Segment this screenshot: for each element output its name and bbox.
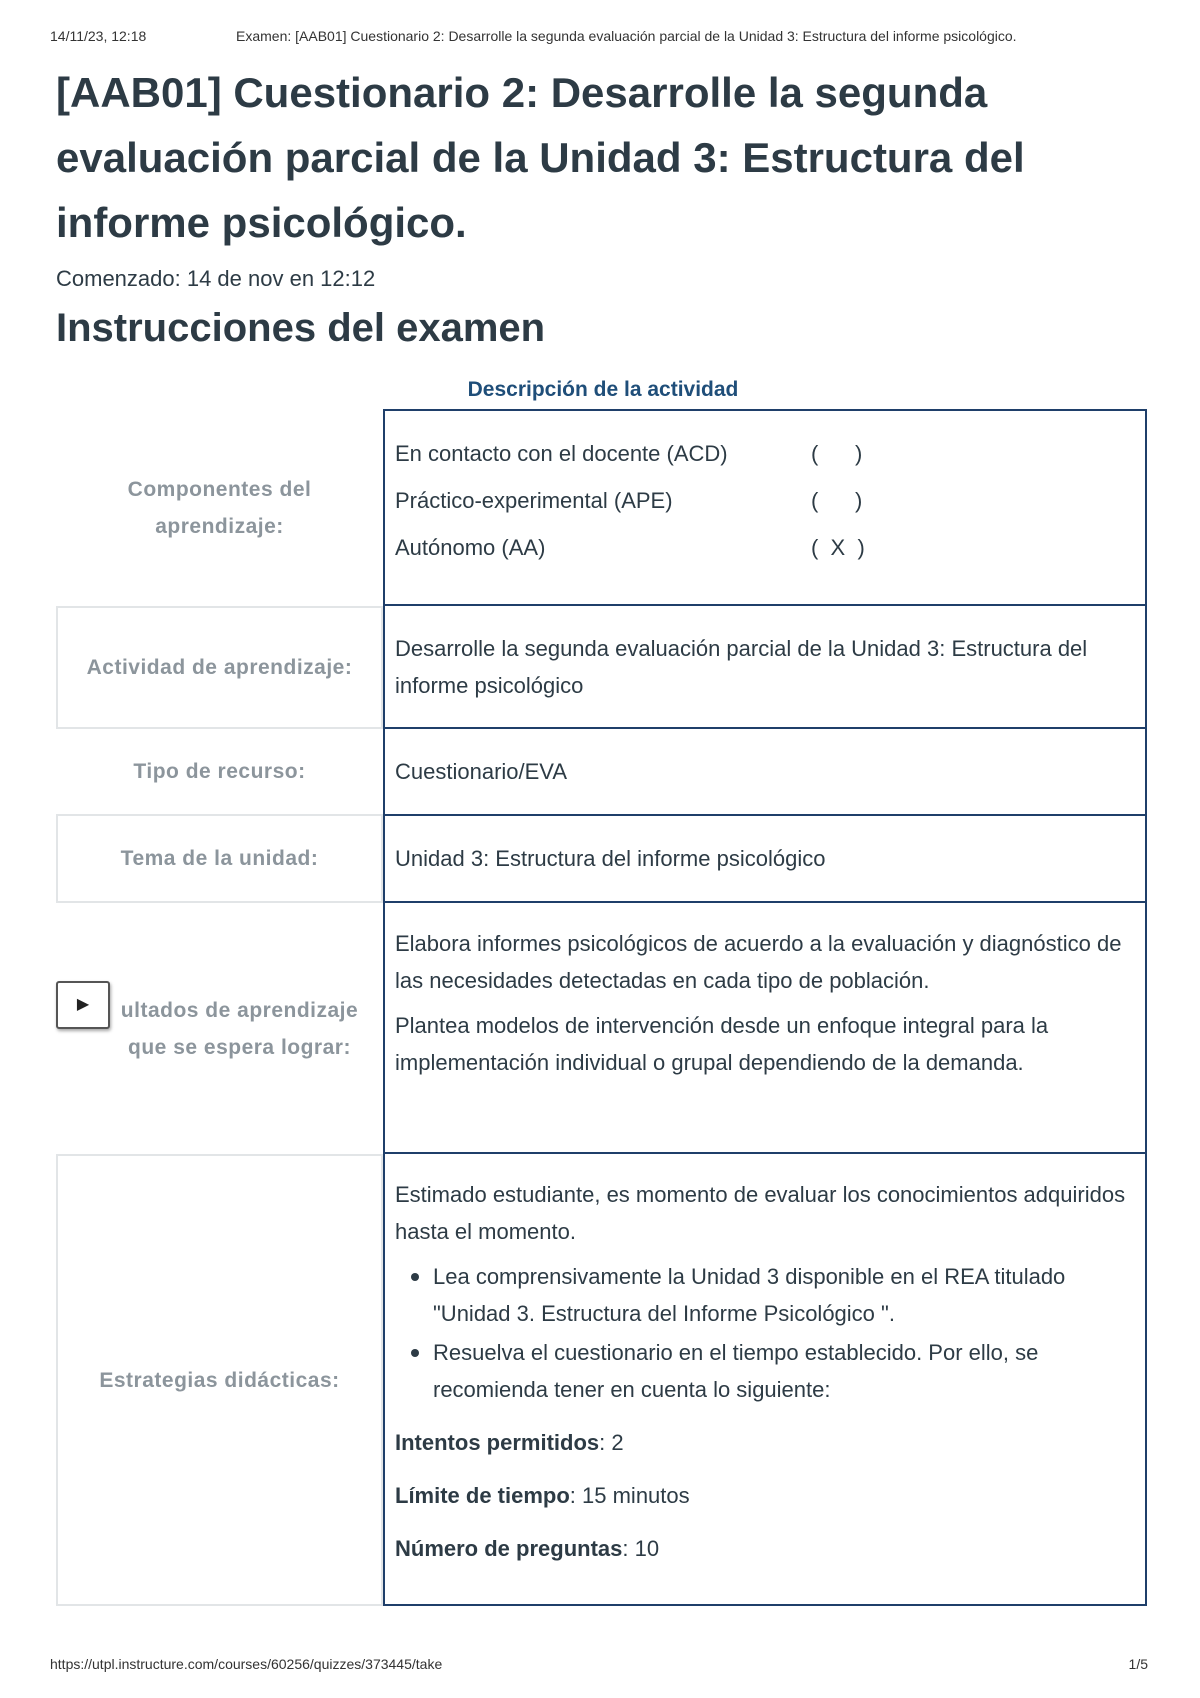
print-page-title: Examen: [AAB01] Cuestionario 2: Desarrolle la segunda evaluación parcial de la Unidad 3: Estructura del informe psicológico. [236,28,1017,44]
attempts-label: Intentos permitidos [395,1430,600,1455]
component-aa [395,529,1135,566]
row-unit-topic [56,816,1147,903]
component-aa-label: Autónomo (AA) [395,535,546,560]
print-date: 14/11/23, 12:18 [50,28,147,44]
outcomes-cell [383,903,1147,1154]
outcome-2: Plantea modelos de intervención desde un enfoque integral para la implementación individual o grupal dependiendo de la demanda. [395,1013,1049,1075]
outcome-1: Elabora informes psicológicos de acuerdo a la evaluación y diagnóstico de las necesidades detectadas en cada tipo de población. [395,931,1122,993]
component-acd-label: En contacto con el docente (ACD) [395,441,728,466]
components-label: Componentes del aprendizaje: [127,477,312,538]
component-acd [395,435,1135,472]
resource-type-value: Cuestionario/EVA [395,759,568,784]
component-ape-mark: ( ) [811,488,863,513]
strategies-list [433,1258,1135,1408]
attempts-value: : 2 [599,1430,624,1455]
question-count-value: : 10 [622,1536,660,1561]
quiz-title: [AAB01] Cuestionario 2: Desarrolle la segunda evaluación parcial de la Unidad 3: Estructura del informe psicológico. [56,69,1025,246]
page-url: https://utpl.instructure.com/courses/60256/quizzes/373445/take [50,1656,443,1672]
component-acd-mark: ( ) [811,441,863,466]
component-ape-label: Práctico-experimental (APE) [395,488,673,513]
attempts-allowed [395,1424,1135,1461]
time-limit-value: : 15 minutos [569,1483,690,1508]
strategies-label: Estrategias didácticas: [56,1154,383,1606]
instructions-heading: Instrucciones del examen [56,306,546,350]
strategy-bullet-2: Resuelva el cuestionario en el tiempo establecido. Por ello, se recomienda tener en cuenta lo siguiente: [433,1334,1135,1408]
strategies-cell [383,1154,1147,1606]
row-outcomes [56,903,1147,1154]
activity-cell [383,606,1147,729]
strategies-intro: Estimado estudiante, es momento de evaluar los conocimientos adquiridos hasta el momento. [395,1182,1126,1244]
media-play-button[interactable] [56,981,110,1029]
activity-description-table [56,409,1147,1606]
started-time: Comenzado: 14 de nov en 12:12 [56,266,376,291]
row-components [56,409,1147,606]
print-footer [50,1656,1148,1676]
unit-topic-label: Tema de la unidad: [56,816,383,903]
resource-type-cell [383,729,1147,816]
resource-type-label: Tipo de recurso: [56,729,383,816]
activity-value: Desarrolle la segunda evaluación parcial de la Unidad 3: Estructura del informe psicológico [395,635,1088,698]
row-resource-type [56,729,1147,816]
components-cell [383,409,1147,606]
print-header [50,28,1160,48]
time-limit [395,1477,1135,1514]
page-number: 1/5 [1128,1656,1148,1672]
component-aa-mark: ( X ) [811,535,865,560]
row-activity [56,606,1147,729]
row-strategies [56,1154,1147,1606]
unit-topic-cell [383,816,1147,903]
question-count [395,1530,1135,1567]
table-caption: Descripción de la actividad [467,378,739,401]
question-count-label: Número de preguntas [395,1536,623,1561]
strategy-bullet-1: Lea comprensivamente la Unidad 3 disponible en el REA titulado "Unidad 3. Estructura del Informe Psicológico ". [433,1258,1135,1332]
activity-label: Actividad de aprendizaje: [56,606,383,729]
time-limit-label: Límite de tiempo [395,1483,570,1508]
component-ape [395,482,1135,519]
outcomes-label: ultados de aprendizaje que se espera lograr: [120,998,359,1059]
play-icon: ▶ [76,996,90,1013]
unit-topic-value: Unidad 3: Estructura del informe psicológico [395,846,826,871]
